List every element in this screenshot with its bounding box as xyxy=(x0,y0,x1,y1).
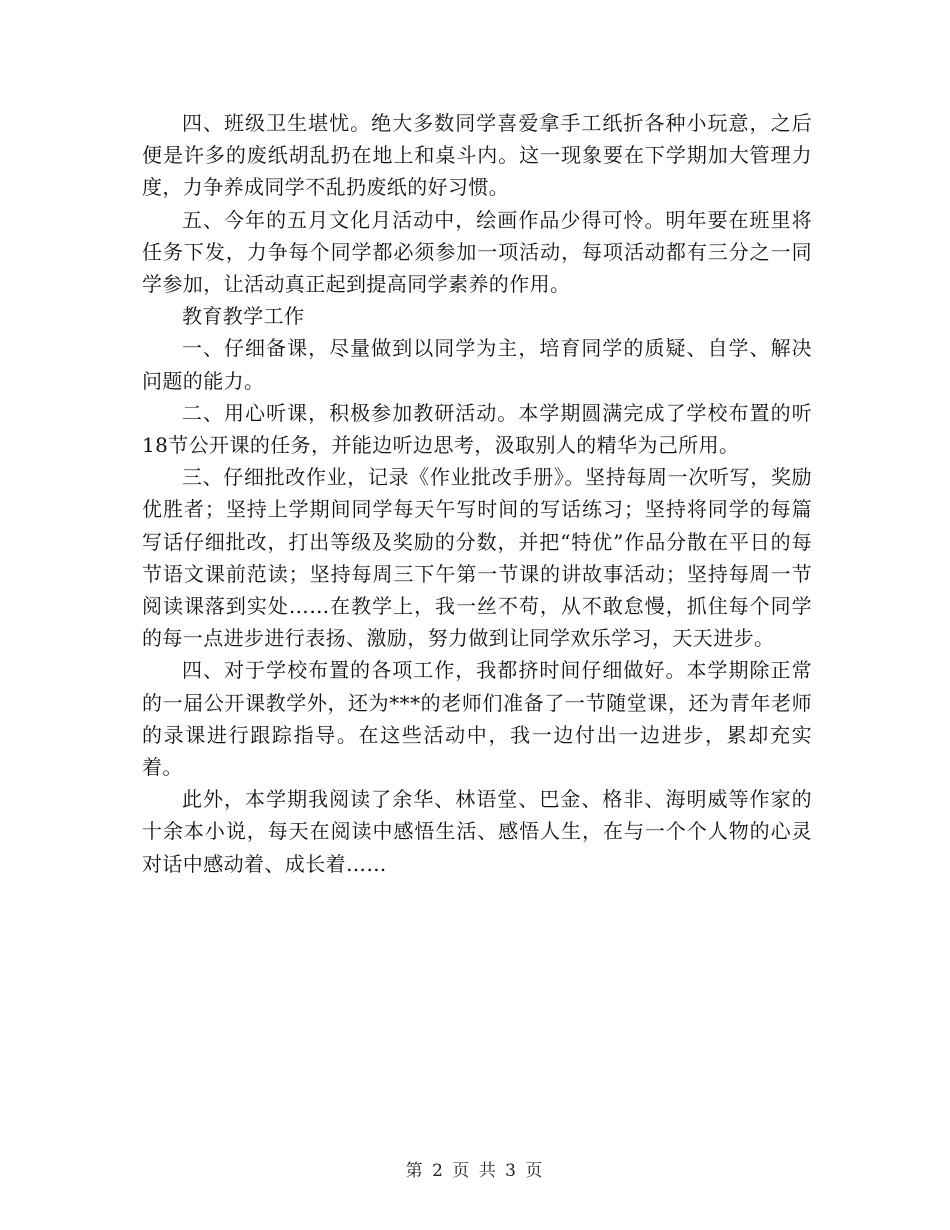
paragraph-culture-month: 五、今年的五月文化月活动中，绘画作品少得可怜。明年要在班里将任务下发，力争每个同学都必须参加一项活动，每项活动都有三分之一同学参加，让活动真正起到提高同学素养的作用。 xyxy=(142,207,812,297)
paragraph-class-hygiene: 四、班级卫生堪忧。绝大多数同学喜爱拿手工纸折各种小玩意，之后便是许多的废纸胡乱扔在地上和桌斗内。这一现象要在下学期加大管理力度，力争养成同学不乱扔废纸的好习惯。 xyxy=(142,111,812,200)
paragraph-lesson-prep: 一、仔细备课，尽量做到以同学为主，培育同学的质疑、自学、解决问题的能力。 xyxy=(142,336,812,393)
paragraph-homework-correction: 三、仔细批改作业，记录《作业批改手册》。坚持每周一次听写，奖励优胜者；坚持上学期间同学每天午写时间的写话练习；坚持将同学的每篇写话仔细批改，打出等级及奖励的分数，并把“特优”作品分散在平日的每节语文课前范读；坚持每周三下午第一节课的讲故事活动；坚持每周一节阅读课落到实处……在教学上，我一丝不苟，从不敢怠慢，抓住每个同学的每一点进步进行表扬、激励，努力做到让同学欢乐学习，天天进步。 xyxy=(142,465,812,651)
section-heading-teaching: 教育教学工作 xyxy=(182,304,305,329)
paragraph-school-tasks: 四、对于学校布置的各项工作，我都挤时间仔细做好。本学期除正常的一届公开课教学外，还为***的老师们准备了一节随堂课，还为青年老师的录课进行跟踪指导。在这些活动中，我一边付出一边进步，累却充实着。 xyxy=(142,658,812,780)
page-number-footer: 第 2 页 共 3 页 xyxy=(405,1161,545,1181)
paragraph-reading: 此外，本学期我阅读了余华、林语堂、巴金、格非、海明威等作家的十余本小说，每天在阅读中感悟生活、感悟人生，在与一个个人物的心灵对话中感动着、成长着…… xyxy=(142,787,812,876)
paragraph-lesson-observation: 二、用心听课，积极参加教研活动。本学期圆满完成了学校布置的听18节公开课的任务，并能边听边思考，汲取别人的精华为己所用。 xyxy=(142,400,812,458)
document-body xyxy=(142,107,812,880)
